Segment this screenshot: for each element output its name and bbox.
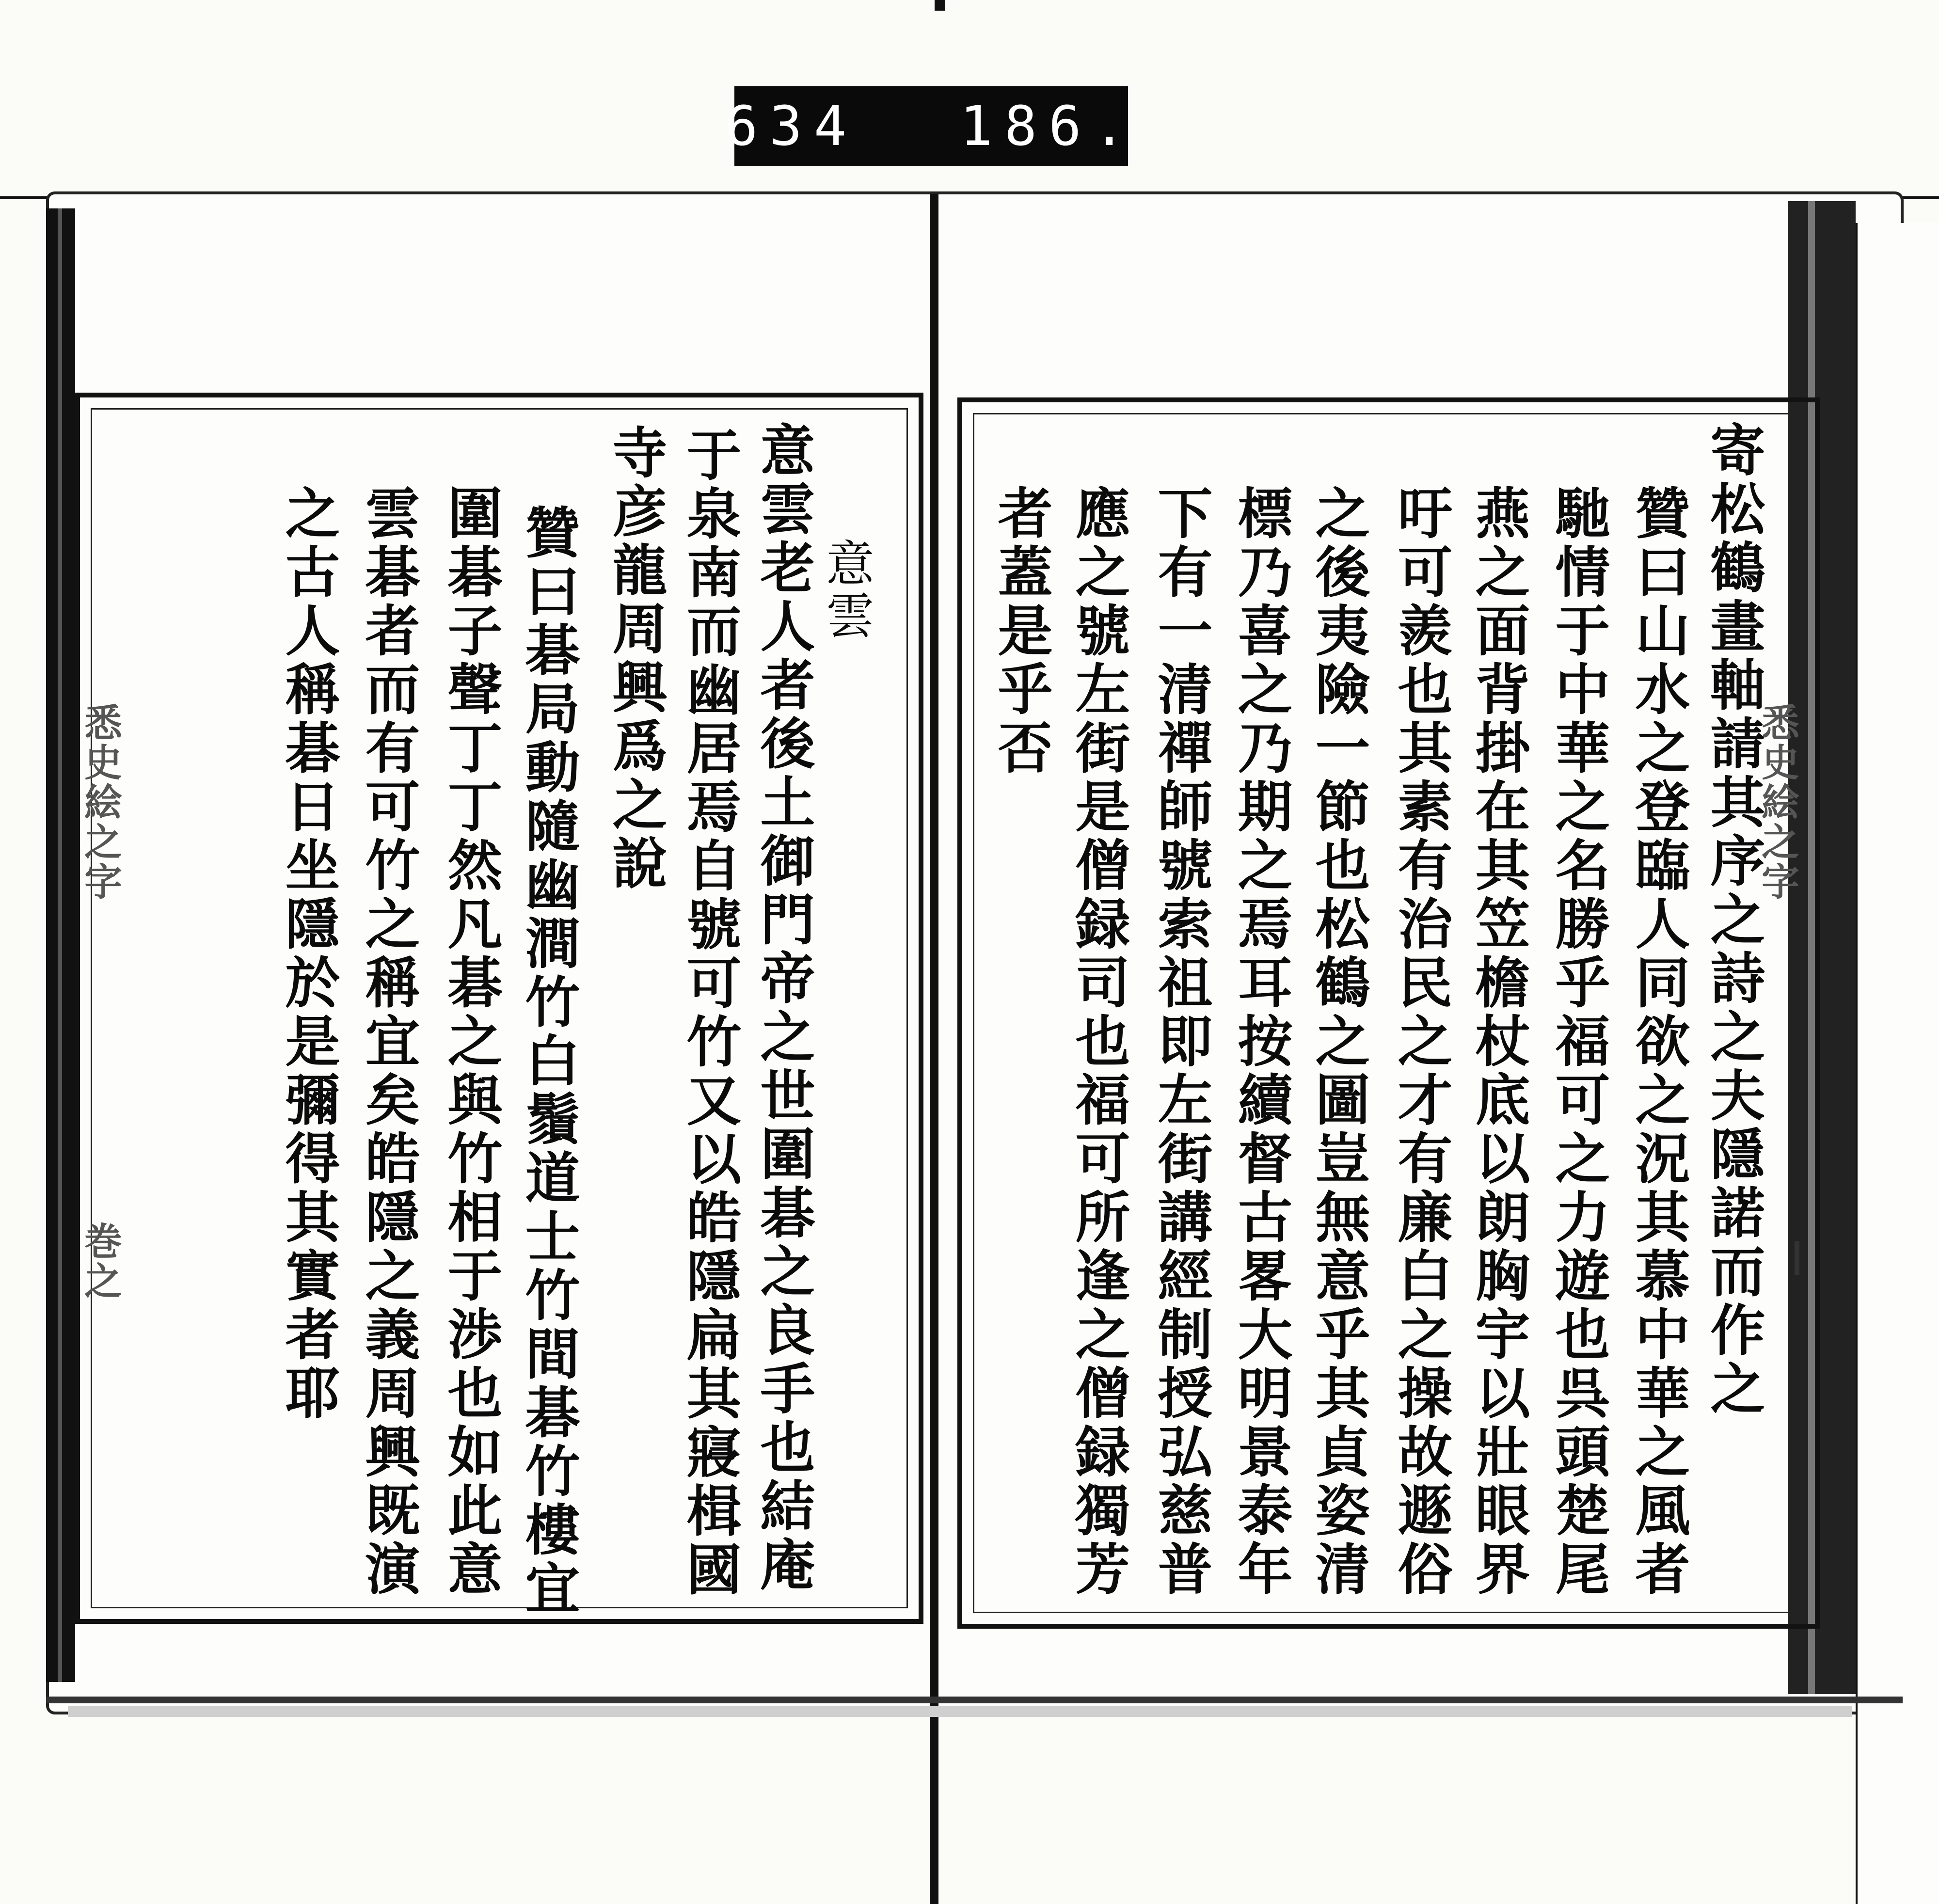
binding-tick — [1795, 1241, 1799, 1275]
binding-mark — [935, 0, 945, 11]
right-column-8: 下有一清禪師號索祖即左街講經制授弘慈普 — [1149, 485, 1213, 1599]
left-column-2: 意雲老人者後土御門帝之世圍碁之良手也結庵 — [751, 422, 816, 1595]
scan-background-right — [1856, 223, 1939, 1904]
left-column-5: 贊曰碁局動隨幽澗竹白鬚道士竹間碁竹樓宜 — [516, 504, 581, 1618]
right-column-5: 吁可羨也其素有治民之才有廉白之操故遯俗 — [1389, 485, 1453, 1599]
left-book-edge — [46, 208, 75, 1682]
left-margin-title: 悉史絵之字 — [78, 703, 122, 902]
page-bottom-shadow — [68, 1706, 1852, 1717]
right-column-7: 標乃喜之乃期之焉耳按續督古畧大明景泰年 — [1229, 485, 1293, 1599]
left-column-6: 圍碁子聲丁丁然凡碁之與竹相于渉也如此意 — [439, 485, 503, 1599]
left-folio-mark: 巻之 — [78, 1222, 122, 1301]
scan-volume-number: 634 — [725, 95, 858, 158]
center-gutter — [930, 194, 938, 1904]
right-column-6: 之後夷險一節也松鶴之圖豈無意乎其貞姿清 — [1306, 485, 1371, 1599]
right-column-3: 馳情于中華之名勝乎福可之力遊也呉頭楚尾 — [1546, 485, 1611, 1599]
right-column-4: 燕之面背掛在其笠檐杖底以朗胸宇以壯眼界 — [1466, 485, 1531, 1599]
right-column-2: 贊曰山水之登臨人同欲之況其慕中華之風者 — [1626, 485, 1691, 1599]
right-column-9: 應之號左街是僧録司也福可所逢之僧録獨芳 — [1066, 485, 1131, 1599]
scan-page-number: 186. — [960, 95, 1138, 158]
left-column-4: 寺彦龍周興爲之說 — [604, 424, 668, 893]
scan-id-label — [725, 86, 1138, 166]
book-bottom-edge — [46, 1697, 1903, 1703]
left-column-7: 雲碁者而有可竹之稱宜矣皓隱之義周興既演 — [356, 485, 421, 1599]
right-column-10: 者蓋是乎否 — [989, 485, 1053, 778]
left-column-8: 之古人稱碁日坐隱於是彌得其實者耶 — [276, 485, 341, 1423]
left-column-3: 于泉南而幽居焉自號可竹又以皓隱扁其寢楫國 — [678, 427, 742, 1600]
right-margin-title: 悉史絵之字 — [1755, 703, 1799, 902]
left-column-1-heading: 意雲 — [818, 538, 874, 643]
right-column-1: 寄松鶴畫軸請其序之詩之夫隱諾而作之 — [1701, 422, 1766, 1419]
